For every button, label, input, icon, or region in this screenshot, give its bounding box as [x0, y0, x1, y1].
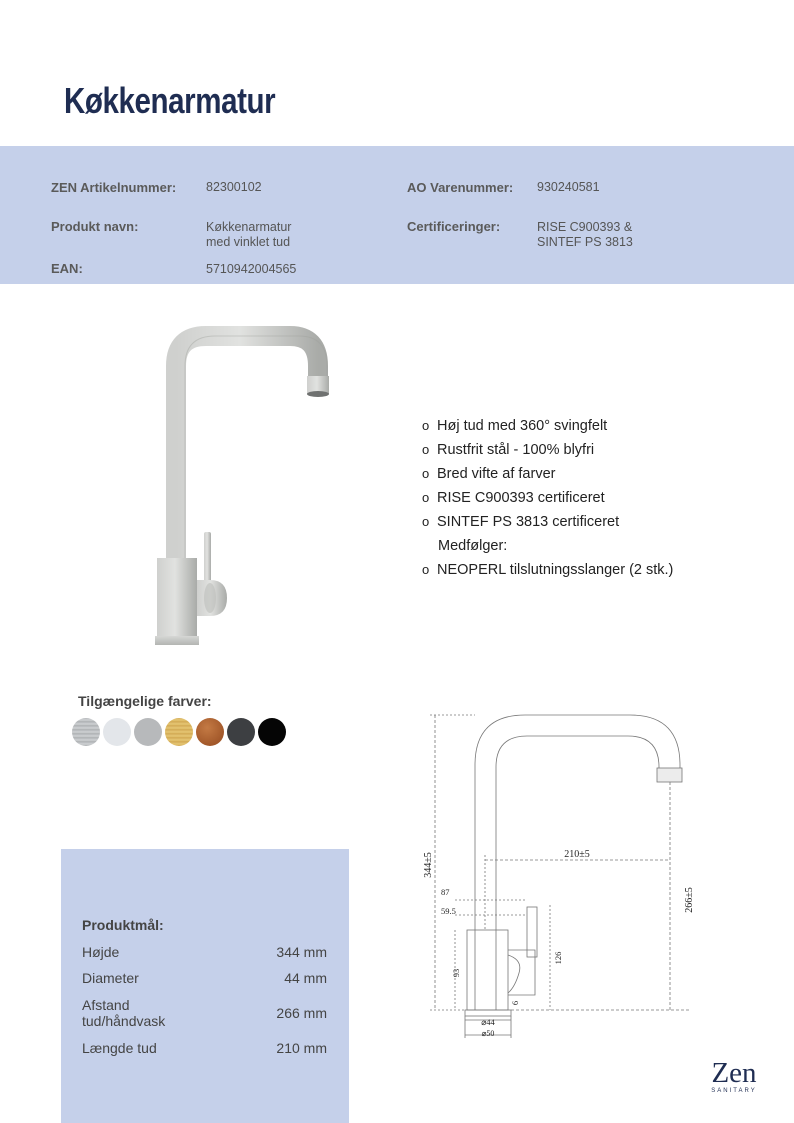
- included-text: Medfølger:: [438, 538, 508, 554]
- ao-number-label: AO Varenummer:: [407, 180, 514, 195]
- page-title: Køkkenarmatur: [64, 80, 276, 121]
- dim-87: 87: [441, 887, 450, 897]
- swatch-brushed-gold: [165, 718, 193, 746]
- logo-subtitle: SANITARY: [711, 1088, 757, 1094]
- product-name-label: Produkt navn:: [51, 219, 139, 234]
- product-name-value-line1: Køkkenarmatur: [206, 220, 292, 234]
- colors-title: Tilgængelige farver:: [78, 693, 212, 709]
- certification-label: Certificeringer:: [407, 219, 501, 234]
- distance-value: 266 mm: [276, 1005, 327, 1021]
- article-number-value: 82300102: [206, 180, 262, 194]
- diameter-label: Diameter: [82, 970, 139, 986]
- feature-item: [422, 486, 673, 510]
- bullet-icon: o: [422, 514, 430, 529]
- feature-item: [422, 510, 673, 534]
- spout-length-label: Længde tud: [82, 1040, 157, 1056]
- feature-list: [422, 414, 673, 582]
- feature-text: RISE C900393 certificeret: [437, 490, 605, 506]
- dim-spout-height: 266±5: [684, 887, 695, 913]
- bullet-icon: o: [422, 466, 430, 481]
- diameter-value: 44 mm: [284, 970, 327, 986]
- feature-text: Bred vifte af farver: [437, 466, 556, 482]
- feature-text: Høj tud med 360° svingfelt: [437, 418, 608, 434]
- bullet-icon: o: [422, 562, 430, 577]
- feature-item: [422, 462, 673, 486]
- zen-sanitary-logo: [704, 1058, 764, 1098]
- distance-label-line2: tud/håndvask: [82, 1013, 166, 1029]
- bullet-icon: o: [422, 490, 430, 505]
- swatch-brushed-steel: [72, 718, 100, 746]
- feature-text: NEOPERL tilslutningsslanger (2 stk.): [437, 562, 674, 578]
- color-swatches: [72, 718, 292, 750]
- dim-diameter-44: ⌀44: [481, 1017, 495, 1027]
- swatch-copper: [196, 718, 224, 746]
- feature-text: Rustfrit stål - 100% blyfri: [437, 442, 595, 458]
- product-info-band: [0, 146, 794, 284]
- swatch-light-grey: [134, 718, 162, 746]
- feature-item: [422, 438, 673, 462]
- article-number-label: ZEN Artikelnummer:: [51, 180, 177, 195]
- spout-length-value: 210 mm: [276, 1040, 327, 1056]
- bullet-icon: o: [422, 442, 430, 457]
- height-label: Højde: [82, 944, 120, 960]
- included-label: [422, 534, 673, 558]
- dim-diameter-50: ⌀50: [481, 1029, 495, 1038]
- swatch-black: [258, 718, 286, 746]
- dim-59-5: 59.5: [441, 906, 456, 916]
- dim-126: 126: [553, 951, 563, 965]
- product-name-value-line2: med vinklet tud: [206, 235, 291, 249]
- distance-label-line1: Afstand: [82, 997, 130, 1013]
- ao-number-value: 930240581: [537, 180, 600, 194]
- ean-value: 5710942004565: [206, 262, 297, 276]
- ean-label: EAN:: [51, 261, 83, 276]
- bullet-icon: o: [422, 418, 430, 433]
- swatch-white: [103, 718, 131, 746]
- certification-value-line2: SINTEF PS 3813: [537, 235, 633, 249]
- logo-name: Zen: [711, 1057, 757, 1089]
- faucet-product-image: [140, 318, 340, 653]
- dim-total-height: 344±5: [423, 852, 434, 878]
- dim-spout-reach: 210±5: [564, 849, 590, 860]
- dim-93: 93: [451, 968, 461, 978]
- feature-text: SINTEF PS 3813 certificeret: [437, 514, 620, 530]
- certification-value-line1: RISE C900393 &: [537, 220, 633, 234]
- feature-item: [422, 558, 673, 582]
- dimensions-title: Produktmål:: [82, 917, 164, 933]
- dim-6: 6: [510, 1000, 520, 1006]
- swatch-graphite: [227, 718, 255, 746]
- feature-item: [422, 414, 673, 438]
- height-value: 344 mm: [276, 944, 327, 960]
- technical-drawing: [415, 705, 705, 1045]
- dimensions-box: [61, 849, 349, 1123]
